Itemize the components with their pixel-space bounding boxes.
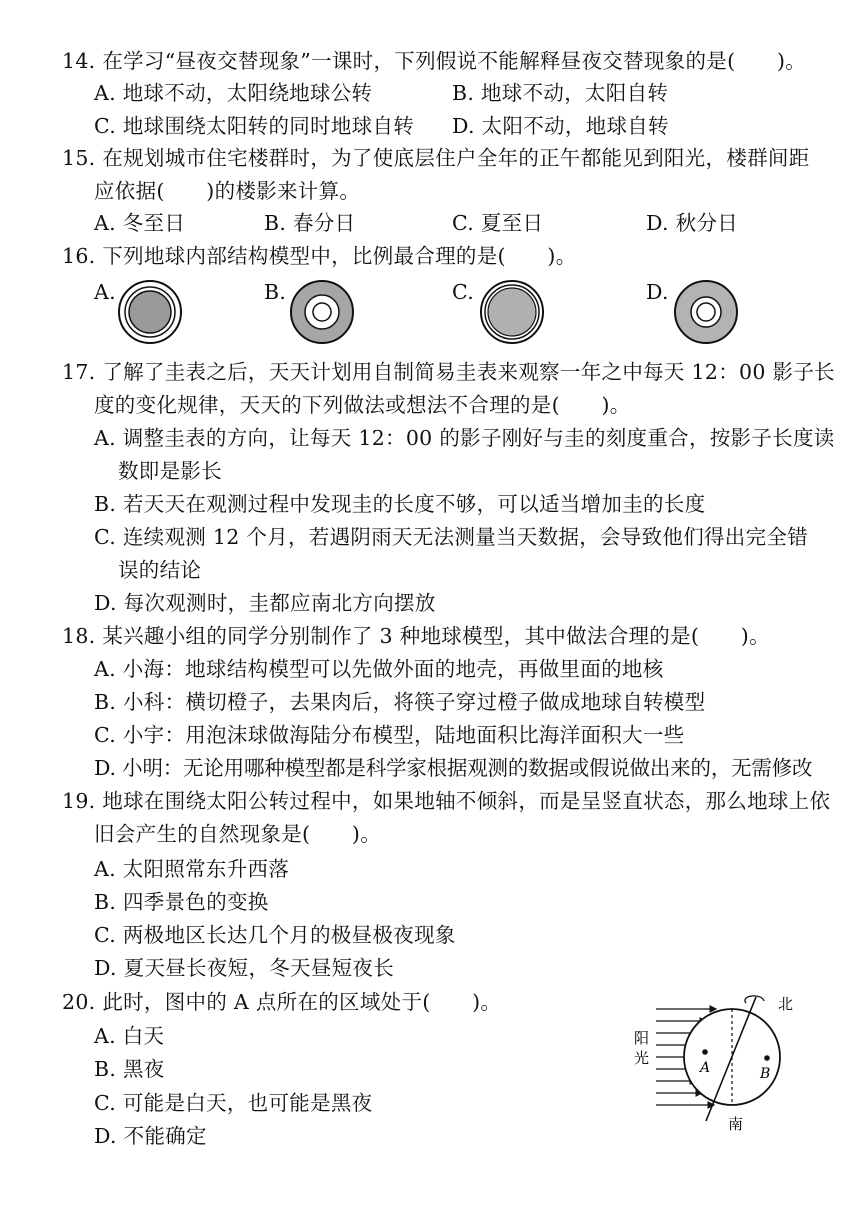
q15-option-b: B. 春分日 (264, 211, 356, 235)
q16-option-a-label: A. (94, 280, 116, 304)
south-label: 南 (728, 1115, 744, 1133)
model-b-icon (291, 281, 353, 343)
q16-option-c-label: C. (452, 280, 475, 304)
q16-option-d-label: D. (646, 280, 669, 304)
q20-option-b: B. 黑夜 (94, 1057, 165, 1081)
point-a-dot (702, 1049, 708, 1055)
q14-option-c: C. 地球围绕太阳转的同时地球自转 (94, 114, 415, 138)
q14-stem: 14. 在学习“昼夜交替现象”一课时，下列假说不能解释昼夜交替现象的是( )。 (62, 49, 807, 73)
earth-structure-models (0, 278, 860, 348)
q20-option-a: A. 白天 (94, 1024, 165, 1048)
q19-option-c: C. 两极地区长达几个月的极昼极夜现象 (94, 923, 456, 947)
q19-option-a: A. 太阳照常东升西落 (94, 857, 290, 881)
q18-stem: 18. 某兴趣小组的同学分别制作了 3 种地球模型，其中做法合理的是( )。 (62, 624, 770, 648)
q17-stem-line2: 度的变化规律，天天的下列做法或想法不合理的是( )。 (94, 393, 631, 417)
q18-option-c: C. 小宇：用泡沫球做海陆分布模型，陆地面积比海洋面积大一些 (94, 723, 685, 747)
q18-option-d: D. 小明：无论用哪种模型都是科学家根据观测的数据或假说做出来的，无需修改 (94, 756, 813, 780)
point-b-dot (764, 1055, 770, 1061)
model-c-icon (481, 281, 543, 343)
q17-option-b: B. 若天天在观测过程中发现圭的长度不够，可以适当增加圭的长度 (94, 492, 706, 516)
q17-option-c-line1: C. 连续观测 12 个月，若遇阴雨天无法测量当天数据，会导致他们得出完全错 (94, 525, 809, 549)
point-a-label: A (700, 1060, 711, 1076)
q20-option-d: D. 不能确定 (94, 1124, 207, 1148)
q17-option-a-line1: A. 调整圭表的方向，让每天 12：00 的影子刚好与圭的刻度重合，按影子长度读 (94, 426, 835, 450)
q17-option-a-line2: 数即是影长 (118, 459, 222, 483)
q19-option-d: D. 夏天昼长夜短，冬天昼短夜长 (94, 956, 395, 980)
north-label: 北 (778, 995, 794, 1013)
q15-stem-line2: 应依据( )的楼影来计算。 (94, 179, 361, 203)
q18-option-a: A. 小海：地球结构模型可以先做外面的地壳，再做里面的地核 (94, 657, 664, 681)
model-d-icon (675, 281, 737, 343)
q15-option-d: D. 秋分日 (646, 211, 739, 235)
q14-option-d: D. 太阳不动，地球自转 (452, 114, 669, 138)
sunlight-label-2: 光 (634, 1049, 650, 1067)
q19-stem-line1: 19. 地球在围绕太阳公转过程中，如果地轴不倾斜，而是呈竖直状态，那么地球上依 (62, 789, 831, 813)
q17-option-d: D. 每次观测时，圭都应南北方向摆放 (94, 591, 436, 615)
q20-option-c: C. 可能是白天，也可能是黑夜 (94, 1091, 373, 1115)
q17-option-c-line2: 误的结论 (118, 558, 202, 582)
earth-sunlight-diagram (628, 995, 808, 1135)
q15-option-a: A. 冬至日 (94, 211, 186, 235)
q17-stem-line1: 17. 了解了圭表之后，天天计划用自制简易圭表来观察一年之中每天 12：00 影子长 (62, 360, 835, 384)
q20-stem: 20. 此时，图中的 A 点所在的区域处于( )。 (62, 990, 502, 1014)
q19-option-b: B. 四季景色的变换 (94, 890, 269, 914)
q14-option-b: B. 地球不动，太阳自转 (452, 81, 669, 105)
point-b-label: B (760, 1066, 771, 1082)
q16-option-b-label: B. (264, 280, 287, 304)
q14-option-a: A. 地球不动，太阳绕地球公转 (94, 81, 373, 105)
q15-option-c: C. 夏至日 (452, 211, 544, 235)
sunlight-label-1: 阳 (634, 1029, 650, 1047)
q16-stem: 16. 下列地球内部结构模型中，比例最合理的是( )。 (62, 244, 577, 268)
q19-stem-line2: 旧会产生的自然现象是( )。 (94, 822, 381, 846)
q18-option-b: B. 小科：横切橙子，去果肉后，将筷子穿过橙子做成地球自转模型 (94, 690, 706, 714)
model-a-icon (119, 281, 181, 343)
q15-stem-line1: 15. 在规划城市住宅楼群时，为了使底层住户全年的正午都能见到阳光，楼群间距 (62, 146, 810, 170)
